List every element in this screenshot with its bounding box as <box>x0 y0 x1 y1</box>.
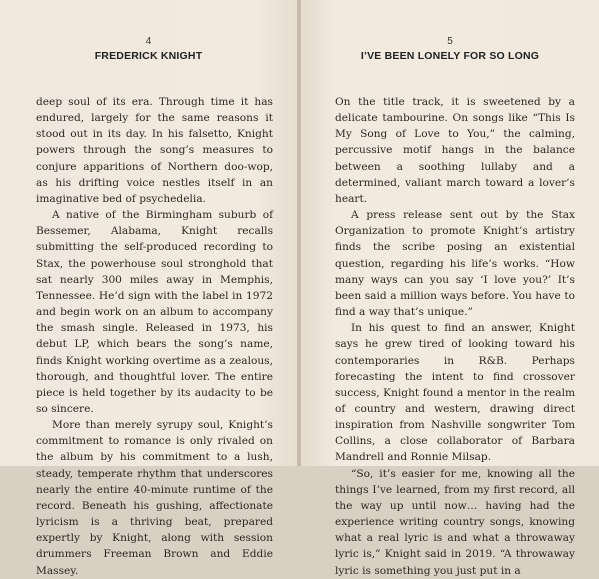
paragraph: “So, it’s easier for me, knowing all the things I’ve learned, from my first record, all the way up until now… having had the experience writing country songs, knowing what a real lyric is and what a throwaway lyric is,” Knight said in 2019. “A throwaway lyric is something you just put in a <box>335 467 575 577</box>
paragraph: A native of the Birmingham suburb of Bessemer, Alabama, Knight recalls submitting the self-produced recording to Stax, the powerhouse soul stronghold that sat nearly 300 miles away in Memphis, Tennessee. He’d sign with the label in 1972 and begin work on an album to accompany the smash single. Released in 1973, his debut LP, which bears the song’s name, finds Knight working overtime as a zealous, thorough, and thoughtful lover. The entire piece is held together by its audacity to be so sincere. <box>36 209 273 415</box>
paragraph: In his quest to find an answer, Knight says he grew tired of looking toward his contemporaries in R&B. Perhaps forecasting the intent to find crossover success, Knight found a mentor in the realm of country and western, drawing direct inspiration from Nashville songwriter Tom Collins, a close collaborator of Barbara Mandrell and Ronnie Milsap. <box>335 322 575 464</box>
page-number: 4 <box>145 36 152 47</box>
running-head: I’VE BEEN LONELY FOR SO LONG <box>360 50 540 62</box>
paragraph: More than merely syrupy soul, Knight’s commitment to romance is only rivaled on the album by his commitment to a lush, steady, temperate rhythm that underscores nearly the entire 40-minute runtime of the record. Beneath his gushing, affectionate lyricism is a thriving beat, prepared expertly by Knight, along with session drummers Freeman Brown and Eddie Massey. <box>36 419 273 577</box>
paragraph: deep soul of its era. Through time it has endured, largely for the same reasons it stood out in its day. In his falsetto, Knight powers through the song’s measures to conjure apparitions of Northern doo-wop, as his drifting voice nestles itself in an imaginative bed of psychedelia. <box>36 96 273 205</box>
paragraph: On the title track, it is sweetened by a delicate tambourine. On songs like “This Is My Song of Love to You,” the calming, percussive motif hangs in the balance between a soothing lullaby and a determined, valiant march toward a lover’s heart. <box>335 96 575 205</box>
right-page <box>301 0 599 577</box>
page-number: 5 <box>447 36 453 47</box>
running-head: FREDERICK KNIGHT <box>94 50 203 62</box>
body-text <box>335 94 575 579</box>
left-page <box>0 0 297 577</box>
paragraph: A press release sent out by the Stax Organization to promote Knight’s artistry finds the scribe posing an existential question, regarding his life’s works. “How many ways can you say ‘I love you?’ It’s been said a million ways before. You have to find a way that’s unique.” <box>335 209 575 319</box>
body-text <box>36 94 273 579</box>
